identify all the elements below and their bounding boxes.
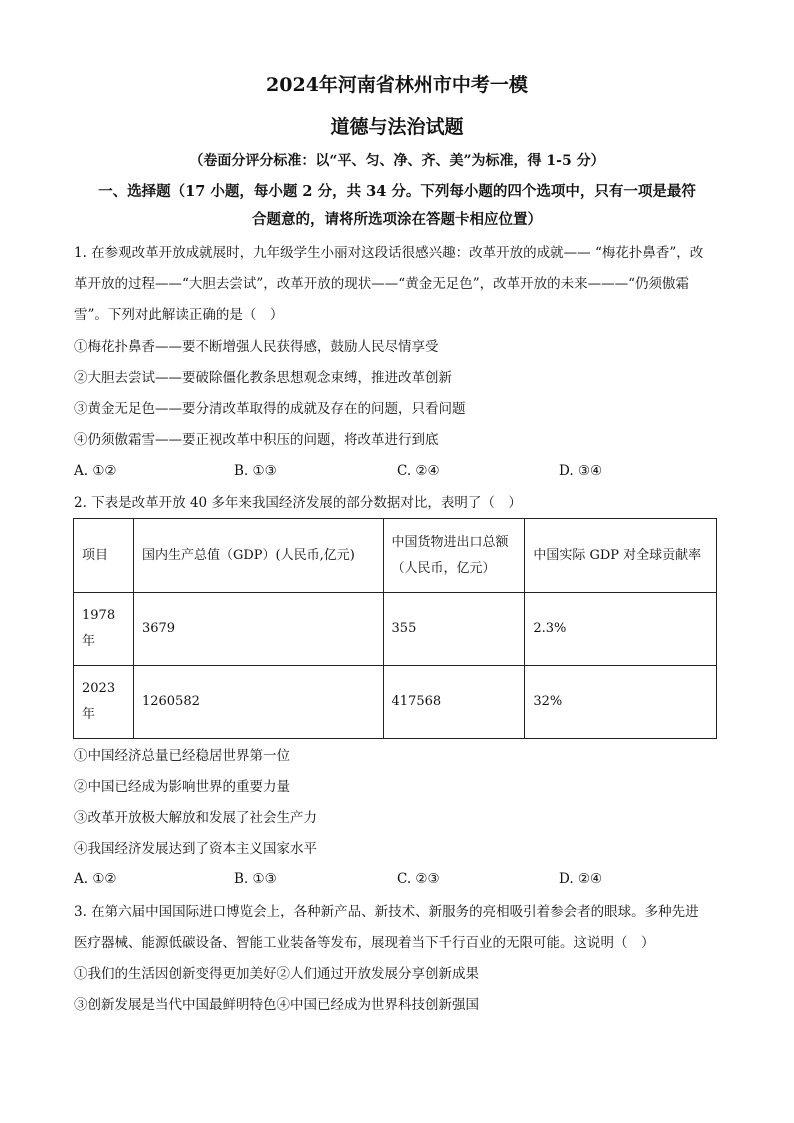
table-cell: 1260582 [133,666,383,739]
q1-statement: ③黄金无足色——要分清改革取得的成就及存在的问题，只看问题 [74,401,466,417]
table-cell: 417568 [383,666,525,739]
table-cell-year: 1978年 [74,593,134,666]
economic-data-table [73,518,717,739]
table-row [74,593,717,666]
section-heading [62,178,732,234]
table-cell-year: 2023年 [74,666,134,739]
q3-stem-line: 医疗器械、能源低碳设备、智能工业装备等发布，展现着当下千行百业的无限可能。这说明（ ） [74,935,655,951]
table-header-cell: 中国实际 GDP 对全球贡献率 [525,519,717,593]
section-heading-line: 合题意的，请将所选项涂在答题卡相应位置） [252,211,542,228]
q3-statements-line: ①我们的生活因创新变得更加美好②人们通过开放发展分享创新成果 [74,966,479,982]
q1-stem-line: 雪”。下列对此解读正确的是（ ） [74,307,284,323]
q2-options [74,871,724,889]
table-header-row [74,519,717,593]
q2-option-c[interactable]: C. ②③ [397,871,440,887]
q2-statement: ②中国已经成为影响世界的重要力量 [74,779,290,795]
q2-statement: ①中国经济总量已经稳居世界第一位 [74,748,290,764]
q1-option-a[interactable]: A. ①② [74,463,117,479]
q2-statement: ④我国经济发展达到了资本主义国家水平 [74,841,317,857]
table-header-cell: 项目 [74,519,134,593]
table-cell: 2.3% [525,593,717,666]
q2-option-a[interactable]: A. ①② [74,871,117,887]
q1-option-c[interactable]: C. ②④ [397,463,440,479]
q1-option-b[interactable]: B. ①③ [234,463,277,479]
table-row [74,666,717,739]
q1-stem-line: 革开放的过程——“大胆去尝试”，改革开放的现状——“黄金无足色”，改革开放的未来———“仍须傲霜 [74,276,690,292]
q2-statement: ③改革开放极大解放和发展了社会生产力 [74,810,317,826]
q2-option-d[interactable]: D. ②④ [559,871,603,887]
table-header-cell: 中国货物进出口总额（人民币，亿元） [383,519,525,593]
q1-statement: ④仍须傲霜雪——要正视改革中积压的问题，将改革进行到底 [74,432,439,448]
table-header-cell: 国内生产总值（GDP）(人民币,亿元) [133,519,383,593]
section-heading-line: 一、选择题（17 小题，每小题 2 分，共 34 分。下列每小题的四个选项中，只有一项是最符 [98,183,696,200]
q1-statement: ①梅花扑鼻香——要不断增强人民获得感，鼓励人民尽情享受 [74,339,439,355]
subject-title: 道德与法治试题 [330,116,464,138]
q3-statements-line: ③创新发展是当代中国最鲜明特色④中国已经成为世界科技创新强国 [74,997,479,1013]
q2-stem: 2. 下表是改革开放 40 多年来我国经济发展的部分数据对比，表明了（ ） [74,495,522,511]
q1-options [74,463,724,481]
q3-stem-line: 3. 在第六届中国国际进口博览会上，各种新产品、新技术、新服务的亮相吸引着参会者的眼球。多种先进 [74,904,699,920]
q1-option-d[interactable]: D. ③④ [559,463,603,479]
scoring-note: （卷面分评分标准：以“平、匀、净、齐、美”为标准，得 1-5 分） [189,153,605,169]
table-cell: 355 [383,593,525,666]
q1-stem-line: 1. 在参观改革开放成就展时，九年级学生小丽对这段话很感兴趣：改革开放的成就—— “梅花扑鼻香”，改 [74,245,704,261]
q1-statement: ②大胆去尝试——要破除僵化教条思想观念束缚，推进改革创新 [74,370,452,386]
table-cell: 32% [525,666,717,739]
exam-title: 2024年河南省林州市中考一模 [266,74,528,96]
table-cell: 3679 [133,593,383,666]
q2-option-b[interactable]: B. ①③ [234,871,277,887]
